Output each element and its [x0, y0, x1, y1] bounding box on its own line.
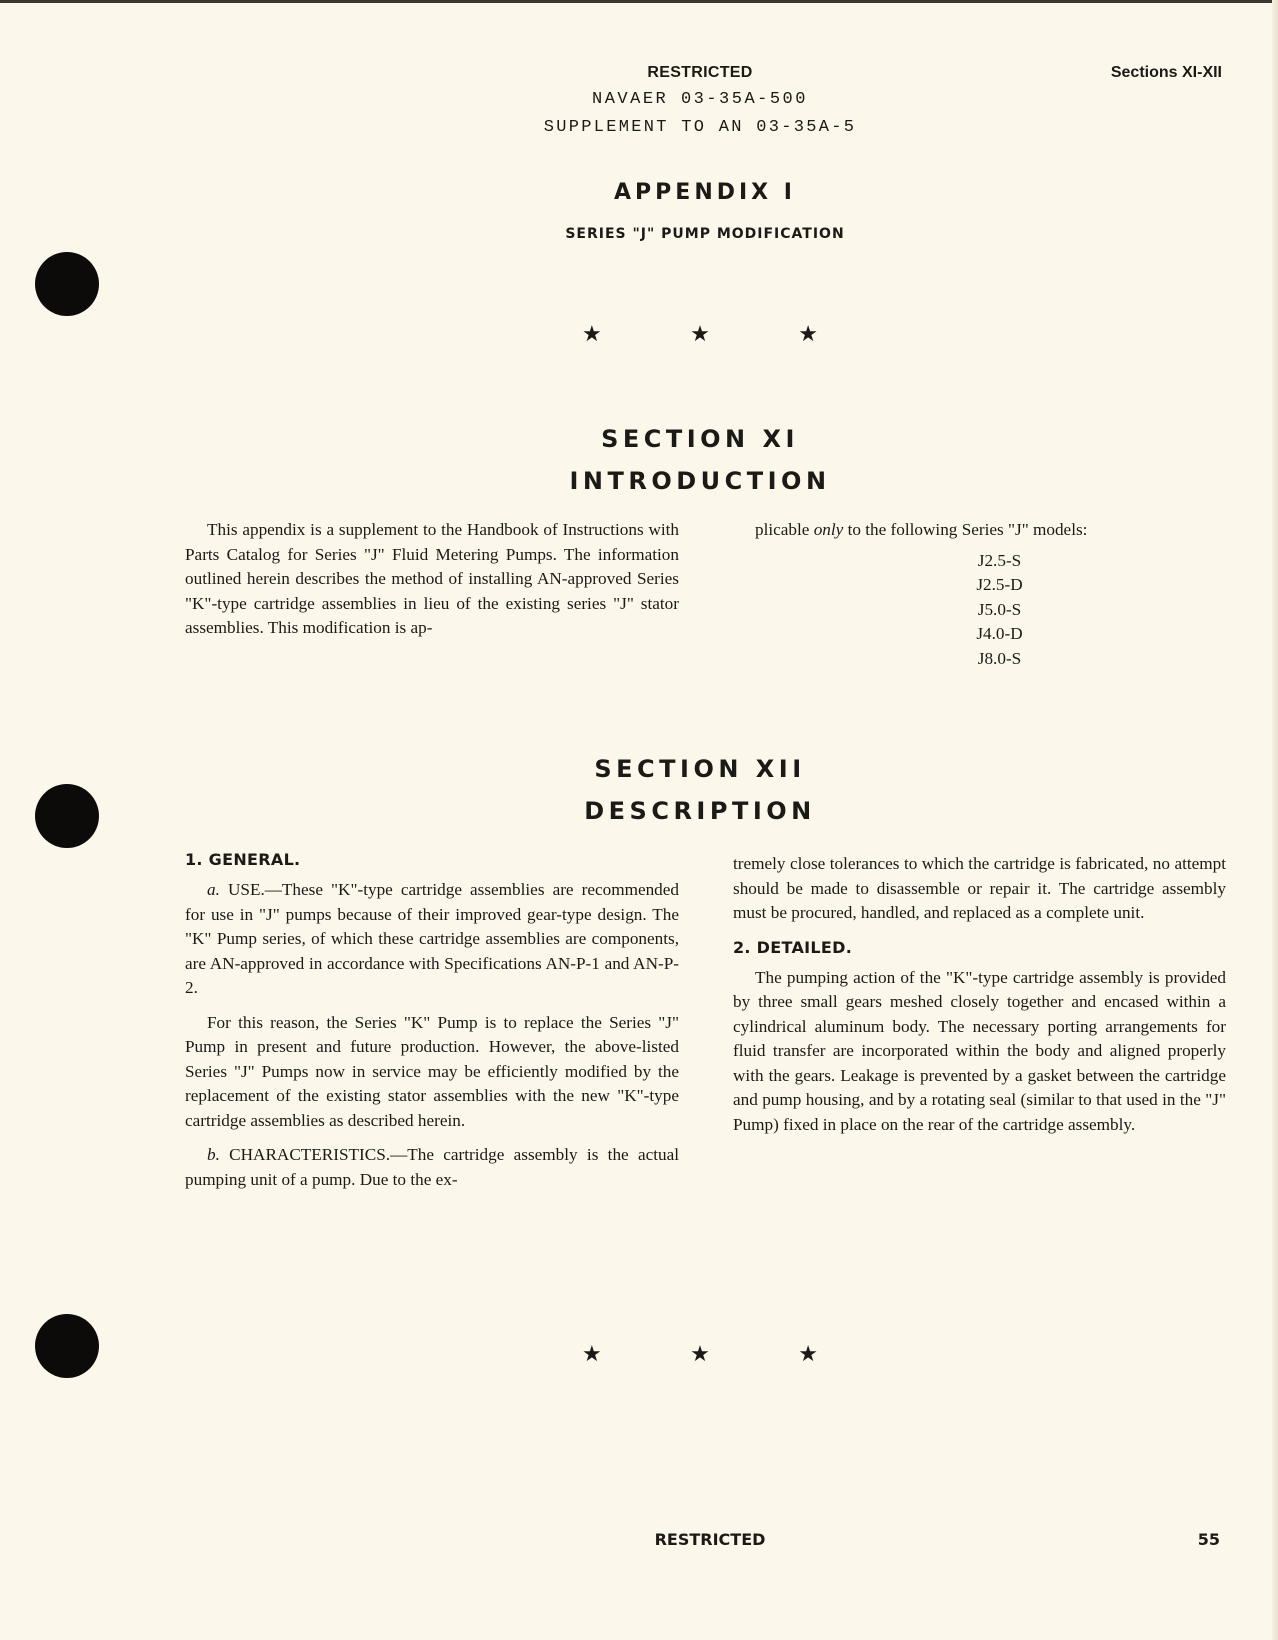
detailed-heading: 2. DETAILED.	[733, 937, 853, 957]
applicability-text-end: to the following Series "J" models:	[843, 520, 1088, 539]
star-icon: ★	[798, 322, 818, 347]
binder-hole-middle	[35, 784, 99, 848]
reason-paragraph: For this reason, the Series "K" Pump is to replace the Series "J" Pump in present and future production. However, the above-listed Series "J" Pumps now in service may be efficiently modified by the replacement of the existing stator assemblies with the new "K"-type cartridge assemblies as described herein.	[185, 1012, 679, 1130]
use-paragraph	[185, 878, 679, 1001]
appendix-subtitle: SERIES "J" PUMP MODIFICATION	[565, 226, 845, 242]
characteristics-paragraph	[185, 1143, 679, 1192]
section-xi-left-column	[185, 518, 679, 641]
star-icon: ★	[798, 1342, 818, 1367]
section-xi-right-column	[733, 518, 1226, 671]
supplement-reference: SUPPLEMENT TO AN 03-35A-5	[543, 118, 857, 137]
model-item: J4.0-D	[976, 624, 1023, 643]
document-number: NAVAER 03-35A-500	[592, 90, 808, 109]
binder-hole-top	[35, 252, 99, 316]
section-xii-right-column	[733, 852, 1226, 1137]
section-xii-title: DESCRIPTION	[584, 797, 816, 825]
star-separator-top	[540, 322, 860, 347]
section-xi-number: SECTION XI	[601, 425, 799, 453]
star-icon: ★	[690, 322, 710, 347]
applicability-emphasis: only	[813, 520, 844, 539]
section-xii-left-column	[185, 848, 679, 1192]
page-right-edge	[1272, 0, 1278, 1640]
applicability-text: plicable	[755, 520, 814, 539]
page-number: 55	[1197, 1530, 1220, 1549]
star-icon: ★	[582, 322, 602, 347]
use-label: a.	[207, 880, 220, 899]
introduction-paragraph: This appendix is a supplement to the Handbook of Instructions with Parts Catalog for Series "J" Fluid Metering Pumps. The information outlined herein describes the method of installing AN-approved Series "K"-type cartridge assemblies in lieu of the existing series "J" stator assemblies. This modification is ap-	[185, 520, 679, 637]
use-text: USE.—These "K"-type cartridge assemblies are recommended for use in "J" pumps because of their improved gear-type design. The "K" Pump series, of which these cartridge assemblies are components, are AN-approved in accordance with Specifications AN-P-1 and AN-P-2.	[185, 880, 679, 997]
star-icon: ★	[582, 1342, 602, 1367]
appendix-title: APPENDIX I	[614, 180, 796, 205]
general-heading: 1. GENERAL.	[185, 850, 301, 869]
classification-header: RESTRICTED	[647, 64, 753, 81]
model-item: J5.0-S	[977, 599, 1022, 619]
detailed-paragraph: The pumping action of the "K"-type cartridge assembly is provided by three small gears meshed closely together and encased within a cylindrical aluminum body. The necessary porting arrangements for fluid transfer are incorporated within the body and aligned properly with the gears. Leakage is prevented by a gasket between the cartridge and pump housing, and by a rotating seal (similar to that used in the "J" Pump) fixed in place on the rear of the cartridge assembly.	[733, 967, 1226, 1134]
model-item: J2.5-S	[977, 550, 1022, 570]
model-item: J8.0-S	[977, 648, 1022, 668]
characteristics-text: CHARACTERISTICS.—The cartridge assembly is the actual pumping unit of a pump. Due to the ex-	[185, 1145, 679, 1189]
classification-footer: RESTRICTED	[654, 1530, 766, 1549]
characteristics-label: b.	[207, 1145, 220, 1164]
page-top-edge	[0, 0, 1278, 3]
applicability-paragraph	[733, 518, 1226, 543]
model-list	[733, 549, 1226, 672]
sections-reference: Sections XI-XII	[1110, 64, 1222, 81]
section-xi-title: INTRODUCTION	[569, 467, 831, 495]
section-xi-heading	[440, 418, 960, 502]
section-xii-heading	[440, 748, 960, 832]
binder-hole-bottom	[35, 1314, 99, 1378]
model-item: J2.5-D	[976, 575, 1023, 594]
star-separator-bottom	[540, 1342, 860, 1367]
section-xii-number: SECTION XII	[594, 755, 806, 783]
characteristics-continued: tremely close tolerances to which the cartridge is fabricated, no attempt should be made to disassemble or repair it. The cartridge assembly must be procured, handled, and replaced as a complete unit.	[733, 854, 1226, 922]
star-icon: ★	[690, 1342, 710, 1367]
